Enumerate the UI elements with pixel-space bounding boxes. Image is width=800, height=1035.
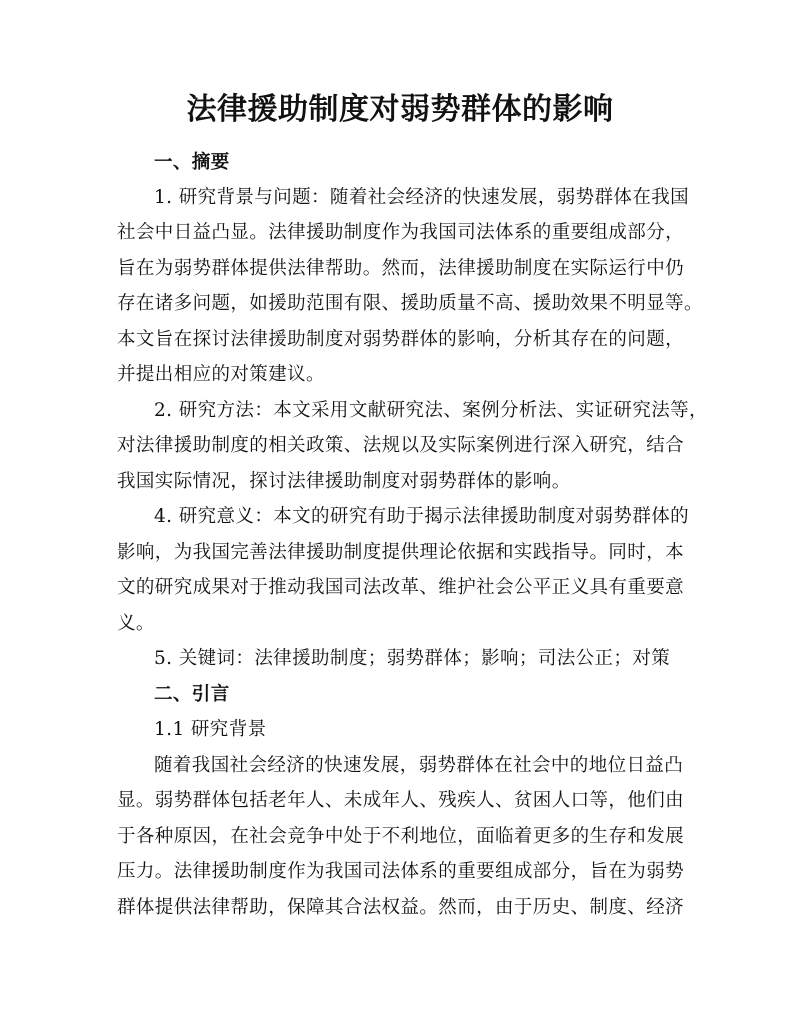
paragraph-line: 对法律援助制度的相关政策、法规以及实际案例进行深入研究，结合 [117, 435, 685, 456]
paragraph-line: 随着我国社会经济的快速发展，弱势群体在社会中的地位日益凸 [154, 755, 684, 776]
paragraph-line: 我国实际情况，探讨法律援助制度对弱势群体的影响。 [117, 471, 571, 492]
paragraph-line: 4. 研究意义：本文的研究有助于揭示法律援助制度对弱势群体的 [154, 506, 690, 527]
paragraph-line: 旨在为弱势群体提供法律帮助。然而，法律援助制度在实际运行中仍 [117, 258, 685, 279]
document-title: 法律援助制度对弱势群体的影响 [186, 92, 614, 127]
paragraph-line: 显。弱势群体包括老年人、未成年人、残疾人、贫困人口等，他们由 [117, 790, 685, 811]
paragraph-line: 2. 研究方法：本文采用文献研究法、案例分析法、实证研究法等， [154, 400, 708, 421]
paragraph-line: 5. 关键词：法律援助制度；弱势群体；影响；司法公正；对策 [154, 648, 671, 669]
paragraph-line: 群体提供法律帮助，保障其合法权益。然而，由于历史、制度、经济 [117, 897, 685, 918]
paragraph-line: 于各种原因，在社会竞争中处于不利地位，面临着更多的生存和发展 [117, 826, 685, 847]
paragraph-line: 存在诸多问题，如援助范围有限、援助质量不高、援助效果不明显等。 [117, 293, 703, 314]
section-heading-introduction: 二、引言 [154, 684, 230, 705]
paragraph-line: 社会中日益凸显。法律援助制度作为我国司法体系的重要组成部分， [117, 222, 685, 243]
paragraph-line: 并提出相应的对策建议。 [117, 364, 325, 385]
section-heading-abstract: 一、摘要 [154, 152, 230, 173]
subsection-heading: 1.1 研究背景 [154, 719, 267, 740]
paragraph-line: 本文旨在探讨法律援助制度对弱势群体的影响，分析其存在的问题， [117, 329, 685, 350]
paragraph-line: 文的研究成果对于推动我国司法改革、维护社会公平正义具有重要意 [117, 577, 685, 598]
paragraph-line: 影响，为我国完善法律援助制度提供理论依据和实践指导。同时，本 [117, 542, 685, 563]
paragraph-line: 义。 [117, 613, 155, 634]
paragraph-line: 压力。法律援助制度作为我国司法体系的重要组成部分，旨在为弱势 [117, 861, 685, 882]
paragraph-line: 1. 研究背景与问题：随着社会经济的快速发展，弱势群体在我国 [154, 187, 690, 208]
